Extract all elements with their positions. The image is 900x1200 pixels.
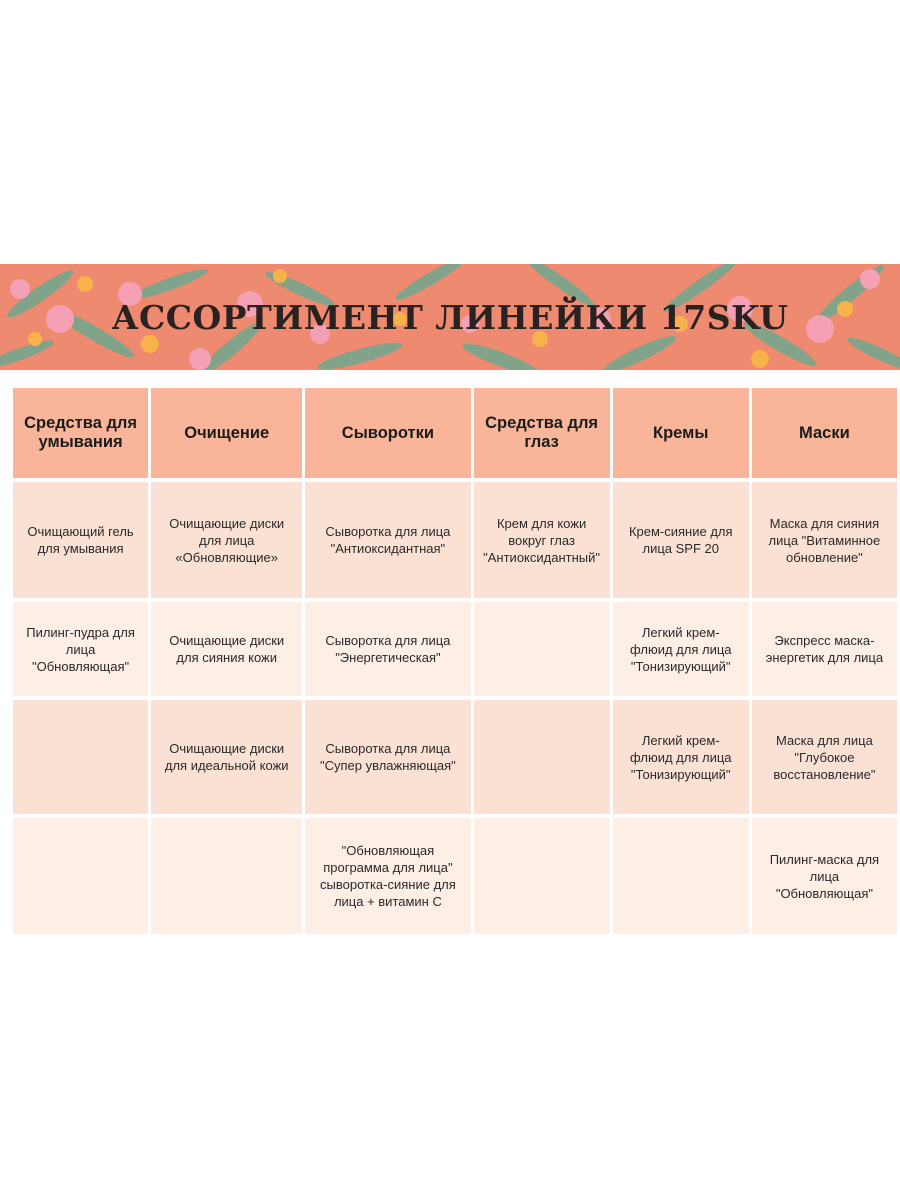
table-row bbox=[13, 700, 897, 814]
table-cell: Маска для сияния лица "Витаминное обновление" bbox=[752, 482, 897, 598]
table-cell: Очищающие диски для сияния кожи bbox=[151, 602, 302, 696]
table-cell: "Обновляющая программа для лица" сыворотка-сияние для лица + витамин С bbox=[305, 818, 470, 934]
table-cell bbox=[474, 818, 610, 934]
table-cell bbox=[151, 818, 302, 934]
table-cell bbox=[613, 818, 749, 934]
table-cell: Очищающие диски для лица «Обновляющие» bbox=[151, 482, 302, 598]
table-cell: Легкий крем-флюид для лица "Тонизирующий" bbox=[613, 602, 749, 696]
banner bbox=[0, 264, 900, 370]
header-cell: Очищение bbox=[151, 388, 302, 478]
header-cell: Сыворотки bbox=[305, 388, 470, 478]
page-title: АССОРТИМЕНТ ЛИНЕЙКИ 17SKU bbox=[111, 297, 789, 337]
table-cell bbox=[474, 700, 610, 814]
header-row bbox=[13, 388, 897, 478]
table-cell: Сыворотка для лица "Антиоксидантная" bbox=[305, 482, 470, 598]
table-row bbox=[13, 602, 897, 696]
table-cell: Очищающий гель для умывания bbox=[13, 482, 148, 598]
table-cell: Сыворотка для лица "Супер увлажняющая" bbox=[305, 700, 470, 814]
table-cell bbox=[474, 602, 610, 696]
table-row bbox=[13, 818, 897, 934]
table-cell: Крем-сияние для лица SPF 20 bbox=[613, 482, 749, 598]
table-cell: Маска для лица "Глубокое восстановление" bbox=[752, 700, 897, 814]
table-cell: Экспресс маска-энергетик для лица bbox=[752, 602, 897, 696]
table-cell bbox=[13, 700, 148, 814]
table-cell: Очищающие диски для идеальной кожи bbox=[151, 700, 302, 814]
table-cell bbox=[13, 818, 148, 934]
table-cell: Крем для кожи вокруг глаз "Антиоксидантный" bbox=[474, 482, 610, 598]
table-cell: Пилинг-маска для лица "Обновляющая" bbox=[752, 818, 897, 934]
header-cell: Средства для глаз bbox=[474, 388, 610, 478]
header-cell: Кремы bbox=[613, 388, 749, 478]
header-cell: Средства для умывания bbox=[13, 388, 148, 478]
table-cell: Пилинг-пудра для лица "Обновляющая" bbox=[13, 602, 148, 696]
header-cell: Маски bbox=[752, 388, 897, 478]
table-cell: Легкий крем-флюид для лица "Тонизирующий" bbox=[613, 700, 749, 814]
table-row bbox=[13, 482, 897, 598]
assortment-table bbox=[10, 388, 900, 934]
table-cell: Сыворотка для лица "Энергетическая" bbox=[305, 602, 470, 696]
